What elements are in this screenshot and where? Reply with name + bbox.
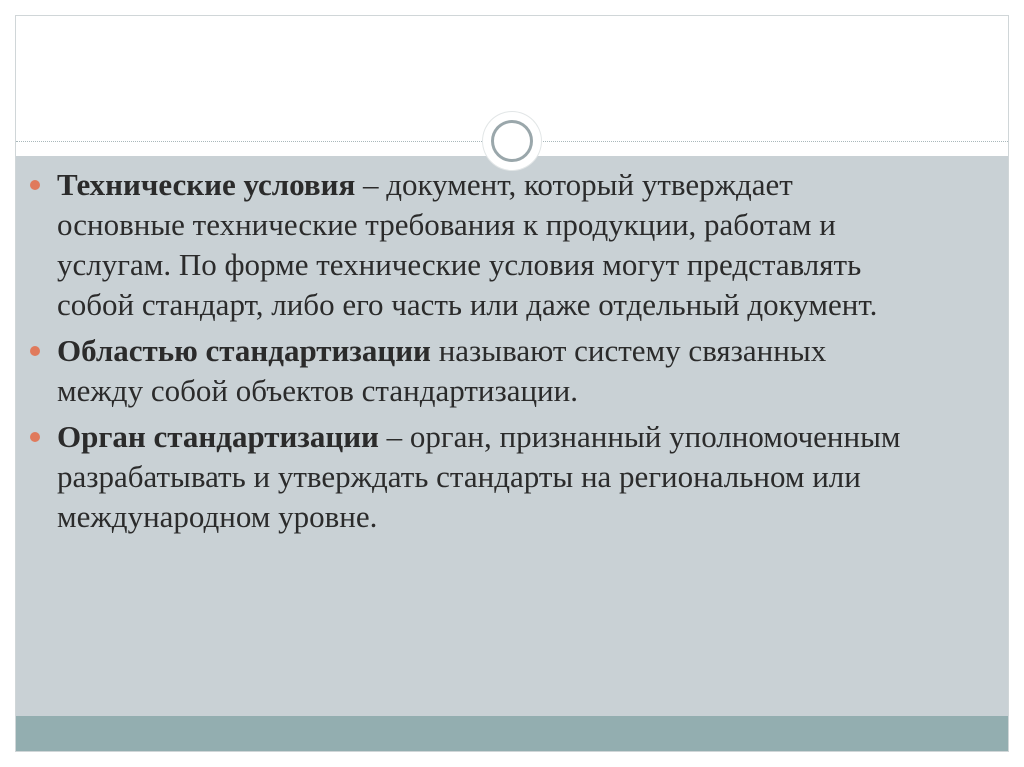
- ring-icon: [483, 112, 541, 170]
- bullet-text: – орган, признанный уполномоченным разрабатывать и утверждать стандарты на региональном или международном уровне.: [57, 419, 901, 534]
- bullet-term: Технические условия: [57, 167, 356, 202]
- bullet-text: – документ, который утверждает основные технические требования к продукции, работам и услугам. По форме технические условия могут представлять собой стандарт, либо его часть или даже отдельный документ.: [57, 167, 878, 322]
- bullet-text: называют систему связанных между собой объектов стандартизации.: [57, 333, 827, 408]
- bullet-item: [30, 165, 910, 325]
- bullet-dot-icon: [30, 346, 40, 356]
- bullet-term: Орган стандартизации: [57, 419, 379, 454]
- bullet-item: [30, 417, 910, 537]
- bullet-dot-icon: [30, 180, 40, 190]
- footer-band: [16, 716, 1008, 752]
- bullet-term: Областью стандартизации: [57, 333, 431, 368]
- bullet-item: [30, 331, 910, 411]
- bullet-dot-icon: [30, 432, 40, 442]
- bullet-list: [30, 165, 910, 543]
- ring-inner: [491, 120, 533, 162]
